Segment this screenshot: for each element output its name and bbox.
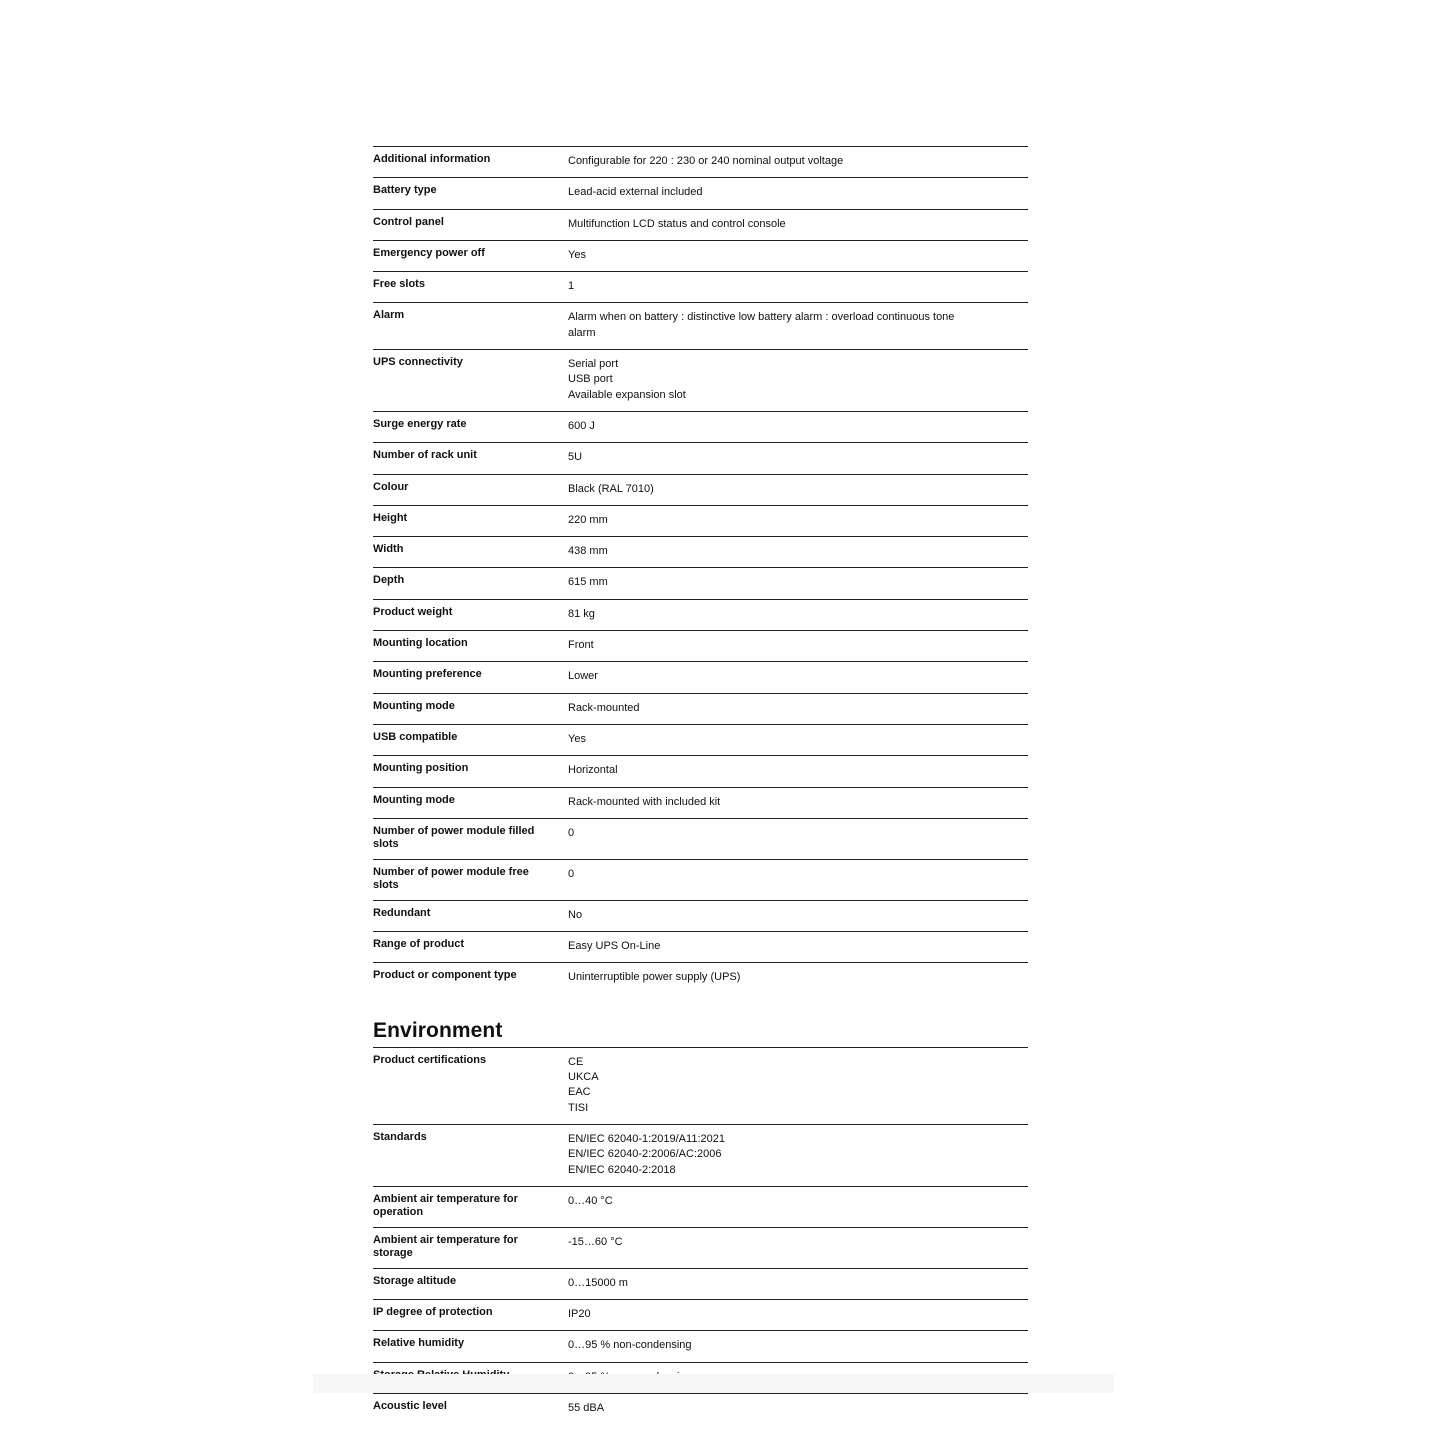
spec-row [373, 474, 1028, 505]
spec-label: Mounting mode [373, 699, 455, 712]
spec-value-line: 220 mm [568, 513, 608, 526]
spec-row [373, 1047, 1028, 1124]
spec-row [373, 859, 1028, 900]
spec-value-line: No [568, 908, 583, 921]
spec-value-line: 600 J [568, 419, 595, 432]
spec-label: Number of power module filled slots [373, 824, 535, 850]
spec-value-line: Rack-mounted with included kit [568, 795, 721, 808]
spec-value [568, 1275, 1028, 1291]
spec-label: Product certifications [373, 1053, 487, 1066]
spec-label: Relative humidity [373, 1337, 465, 1350]
spec-label: IP degree of protection [373, 1306, 493, 1319]
spec-value-line: 0…40 °C [568, 1194, 613, 1207]
spec-row [373, 599, 1028, 630]
spec-label: Product or component type [373, 969, 517, 982]
spec-row [373, 1124, 1028, 1186]
spec-label: Redundant [373, 906, 431, 919]
spec-label: Emergency power off [373, 246, 485, 259]
spec-row [373, 1393, 1028, 1424]
spec-value [568, 153, 1028, 169]
spec-row [373, 1330, 1028, 1361]
spec-value [568, 247, 1028, 263]
spec-value-line: Serial port [568, 358, 619, 371]
spec-row [373, 818, 1028, 859]
spec-label: Number of rack unit [373, 449, 477, 462]
spec-label: Battery type [373, 184, 437, 197]
spec-value [568, 481, 1028, 497]
page-footer-bar [313, 1374, 1114, 1393]
spec-label: Mounting location [373, 637, 468, 650]
spec-label: Ambient air temperature for operation [373, 1192, 518, 1218]
spec-label: Depth [373, 574, 405, 587]
spec-row [373, 1186, 1028, 1227]
spec-value [568, 1234, 1028, 1250]
spec-row [373, 567, 1028, 598]
spec-row [373, 1299, 1028, 1330]
spec-row [373, 536, 1028, 567]
spec-value-line: Uninterruptible power supply (UPS) [568, 971, 741, 984]
spec-row [373, 1268, 1028, 1299]
spec-value [568, 449, 1028, 465]
spec-value [568, 1400, 1028, 1416]
spec-label: Range of product [373, 938, 465, 951]
spec-label: UPS connectivity [373, 356, 463, 369]
spec-value-line: 55 dBA [568, 1401, 605, 1414]
spec-label: Surge energy rate [373, 417, 467, 430]
spec-value-line: Multifunction LCD status and control console [568, 217, 786, 230]
spec-value-line: Configurable for 220 : 230 or 240 nominal output voltage [568, 155, 844, 167]
spec-row [373, 900, 1028, 931]
spec-value-line: TISI [568, 1101, 589, 1114]
section-title-environment: Environment [373, 1018, 503, 1042]
main-spec-table [373, 146, 1028, 994]
spec-row [373, 962, 1028, 993]
spec-value [568, 184, 1028, 200]
spec-value [568, 356, 1028, 403]
spec-value [568, 309, 1028, 341]
environment-spec-table [373, 1047, 1028, 1425]
spec-value [568, 794, 1028, 810]
spec-value-line: 0 [568, 826, 575, 839]
spec-row [373, 630, 1028, 661]
spec-value [568, 938, 1028, 954]
spec-label: Control panel [373, 215, 444, 228]
spec-value-line: Easy UPS On-Line [568, 940, 661, 953]
spec-value-line: Lead-acid external included [568, 186, 703, 199]
datasheet-content [373, 146, 1028, 1424]
spec-value [568, 574, 1028, 590]
spec-label: USB compatible [373, 730, 458, 743]
spec-value-line: Horizontal [568, 764, 618, 777]
spec-label: Mounting position [373, 762, 469, 775]
spec-row [373, 931, 1028, 962]
spec-label: Standards [373, 1130, 427, 1143]
spec-value [568, 418, 1028, 434]
spec-row [373, 505, 1028, 536]
spec-value-line: -15…60 °C [568, 1235, 623, 1248]
spec-value [568, 1131, 1028, 1178]
spec-value-line: Front [568, 639, 594, 652]
spec-value [568, 543, 1028, 559]
spec-label: Mounting preference [373, 668, 482, 681]
spec-row [373, 209, 1028, 240]
spec-value [568, 825, 1028, 841]
spec-label: Storage altitude [373, 1274, 457, 1287]
spec-value-line: EN/IEC 62040-2:2018 [568, 1163, 676, 1176]
spec-value [568, 700, 1028, 716]
spec-row [373, 693, 1028, 724]
spec-value [568, 1306, 1028, 1322]
spec-row [373, 146, 1028, 177]
spec-value-line: USB port [568, 373, 613, 386]
spec-label: Ambient air temperature for storage [373, 1233, 518, 1259]
spec-value-line: 0…15000 m [568, 1276, 628, 1289]
spec-row [373, 1227, 1028, 1268]
spec-row [373, 755, 1028, 786]
spec-row [373, 349, 1028, 411]
spec-label: Alarm [373, 309, 405, 322]
spec-value-line: Available expansion slot [568, 388, 686, 401]
spec-value-line: EN/IEC 62040-2:2006/AC:2006 [568, 1148, 722, 1161]
spec-value [568, 512, 1028, 528]
spec-value [568, 668, 1028, 684]
spec-value-line: Lower [568, 670, 598, 683]
spec-value-line: IP20 [568, 1308, 591, 1321]
spec-label: Free slots [373, 278, 425, 291]
spec-value-line: 0…95 % non-condensing [568, 1339, 692, 1352]
spec-value-line: UKCA [568, 1071, 599, 1084]
spec-row [373, 177, 1028, 208]
spec-row [373, 442, 1028, 473]
spec-value-line: 1 [568, 280, 575, 293]
spec-value-line: 438 mm [568, 545, 608, 558]
spec-row [373, 787, 1028, 818]
spec-row [373, 411, 1028, 442]
spec-row [373, 724, 1028, 755]
spec-value [568, 606, 1028, 622]
spec-row [373, 302, 1028, 349]
spec-value [568, 1193, 1028, 1209]
spec-label: Height [373, 511, 408, 524]
spec-value-line: EN/IEC 62040-1:2019/A11:2021 [568, 1132, 725, 1145]
spec-value-line: Rack-mounted [568, 701, 640, 714]
spec-value [568, 731, 1028, 747]
spec-value [568, 969, 1028, 985]
spec-label: Additional information [373, 153, 491, 165]
spec-label: Number of power module free slots [373, 865, 529, 891]
spec-value [568, 637, 1028, 653]
spec-value-line: CE [568, 1055, 584, 1068]
spec-value [568, 762, 1028, 778]
spec-value-line: Black (RAL 7010) [568, 482, 654, 495]
spec-label: Mounting mode [373, 793, 455, 806]
spec-row [373, 240, 1028, 271]
spec-value-line: 81 kg [568, 607, 595, 620]
spec-value [568, 278, 1028, 294]
spec-value-line: 0 [568, 867, 575, 880]
spec-row [373, 271, 1028, 302]
spec-value [568, 1054, 1028, 1116]
spec-value-line: Yes [568, 248, 586, 261]
spec-label: Colour [373, 480, 409, 493]
spec-value-line: Yes [568, 732, 586, 745]
spec-label: Acoustic level [373, 1399, 447, 1412]
spec-value-line: EAC [568, 1086, 591, 1099]
spec-label: Product weight [373, 605, 453, 618]
spec-value [568, 866, 1028, 882]
spec-label: Width [373, 543, 404, 556]
spec-value [568, 907, 1028, 923]
spec-value [568, 216, 1028, 232]
spec-value [568, 1337, 1028, 1353]
spec-row [373, 661, 1028, 692]
spec-value-line: 5U [568, 451, 583, 464]
spec-value-line: Alarm when on battery : distinctive low battery alarm : overload continuous tone alarm [568, 311, 955, 339]
spec-value-line: 615 mm [568, 576, 608, 589]
